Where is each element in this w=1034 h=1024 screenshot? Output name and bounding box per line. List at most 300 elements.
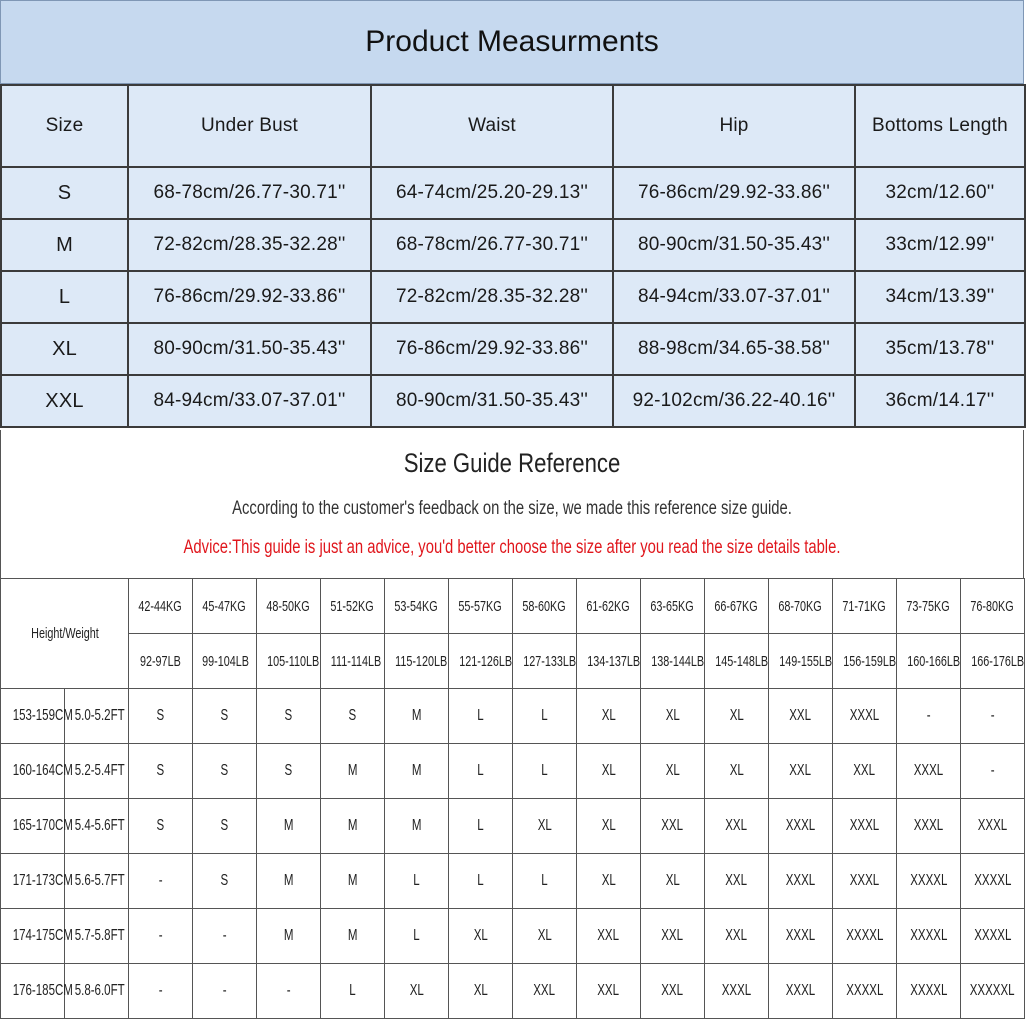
weight-lb-header — [513, 634, 577, 689]
recommended-size-cell — [641, 689, 705, 744]
weight-kg-header — [193, 579, 257, 634]
recommended-size-cell — [513, 744, 577, 799]
weight-lb-header — [321, 634, 385, 689]
height-cm-cell — [1, 744, 73, 799]
recommended-size-cell — [513, 689, 577, 744]
weight-kg-row — [1, 579, 1025, 634]
height-ft-cell — [65, 909, 129, 964]
recommended-size-cell — [449, 744, 513, 799]
recommended-size-cell — [257, 799, 321, 854]
weight-lb-text: 166-176LB — [971, 652, 1025, 670]
recommended-size-text: XXL — [533, 982, 556, 999]
weight-lb-header — [897, 634, 961, 689]
recommended-size-text: XXXL — [721, 982, 752, 999]
recommended-size-cell — [257, 689, 321, 744]
recommended-size-cell — [961, 909, 1025, 964]
weight-kg-text: 66-67KG — [714, 597, 759, 615]
height-cm-cell — [1, 964, 73, 1019]
weight-lb-header — [961, 634, 1025, 689]
recommended-size-cell — [513, 909, 577, 964]
recommended-size-text: XXXXL — [845, 927, 884, 944]
recommended-size-text: M — [283, 817, 294, 834]
recommended-size-text: XXXXL — [973, 872, 1012, 889]
recommended-size-cell — [577, 964, 641, 1019]
recommended-size-text: XXL — [789, 762, 812, 779]
recommended-size-text: M — [347, 762, 358, 779]
height-ft-text: 5.8-6.0FT — [74, 982, 125, 999]
height-ft-cell — [65, 744, 129, 799]
recommended-size-text: S — [220, 817, 229, 834]
height-ft-cell — [65, 799, 129, 854]
recommended-size-cell — [321, 689, 385, 744]
hip-cell: 92-102cm/36.22-40.16'' — [613, 375, 855, 427]
weight-kg-text: 73-75KG — [906, 597, 951, 615]
recommended-size-cell — [321, 854, 385, 909]
size-guide-advice: Advice:This guide is just an advice, you'd better choose the size after you read the size details table. — [183, 537, 841, 558]
recommended-size-cell — [833, 854, 897, 909]
recommended-size-text: XXXXL — [973, 927, 1012, 944]
recommended-size-cell — [449, 909, 513, 964]
recommended-size-text: XXXL — [849, 872, 880, 889]
recommended-size-cell — [257, 744, 321, 799]
height-ft-text: 5.4-5.6FT — [74, 817, 125, 834]
weight-kg-header — [897, 579, 961, 634]
weight-lb-header — [385, 634, 449, 689]
recommended-size-cell — [577, 744, 641, 799]
weight-lb-header — [833, 634, 897, 689]
height-row — [1, 799, 1025, 854]
measurements-row — [1, 323, 1025, 375]
weight-kg-header — [833, 579, 897, 634]
recommended-size-cell — [257, 854, 321, 909]
weight-kg-text: 48-50KG — [266, 597, 311, 615]
recommended-size-text: S — [156, 817, 165, 834]
recommended-size-text: - — [990, 707, 995, 724]
recommended-size-text: XL — [601, 817, 616, 834]
recommended-size-cell — [897, 744, 961, 799]
weight-kg-header — [769, 579, 833, 634]
recommended-size-text: L — [477, 707, 484, 724]
recommended-size-cell — [705, 689, 769, 744]
weight-lb-text: 92-97LB — [140, 652, 181, 670]
recommended-size-cell — [193, 964, 257, 1019]
weight-lb-header — [705, 634, 769, 689]
recommended-size-text: L — [541, 707, 548, 724]
weight-kg-header — [385, 579, 449, 634]
recommended-size-text: - — [286, 982, 291, 999]
weight-lb-text: 105-110LB — [267, 652, 320, 670]
weight-lb-header — [129, 634, 193, 689]
measurements-table — [0, 84, 1026, 428]
recommended-size-text: XXXL — [785, 817, 816, 834]
height-cm-text: 160-164CM — [12, 762, 73, 779]
recommended-size-text: XXXL — [785, 982, 816, 999]
recommended-size-cell — [129, 799, 193, 854]
weight-lb-header — [449, 634, 513, 689]
recommended-size-text: XL — [409, 982, 424, 999]
weight-kg-header — [129, 579, 193, 634]
recommended-size-text: L — [413, 872, 420, 889]
recommended-size-text: M — [347, 927, 358, 944]
recommended-size-text: XXXXL — [845, 982, 884, 999]
recommended-size-text: L — [477, 817, 484, 834]
recommended-size-text: XXL — [661, 982, 684, 999]
recommended-size-cell — [129, 689, 193, 744]
weight-lb-header — [641, 634, 705, 689]
height-row — [1, 744, 1025, 799]
weight-kg-text: 76-80KG — [970, 597, 1015, 615]
recommended-size-cell — [641, 744, 705, 799]
bottoms-length-cell: 32cm/12.60'' — [855, 167, 1025, 219]
size-cell: L — [1, 271, 128, 323]
measurements-row — [1, 219, 1025, 271]
waist-cell: 80-90cm/31.50-35.43'' — [371, 375, 613, 427]
weight-lb-header — [257, 634, 321, 689]
height-ft-cell — [65, 689, 129, 744]
recommended-size-cell — [961, 964, 1025, 1019]
height-weight-label-text: Height/Weight — [30, 625, 99, 642]
recommended-size-text: XXL — [725, 872, 748, 889]
recommended-size-text: XXL — [853, 762, 876, 779]
recommended-size-text: XXXXL — [909, 927, 948, 944]
measurements-row — [1, 375, 1025, 427]
recommended-size-text: XL — [665, 707, 680, 724]
recommended-size-text: - — [158, 872, 163, 889]
recommended-size-cell — [257, 964, 321, 1019]
height-weight-label — [1, 579, 129, 689]
height-cm-cell — [1, 854, 73, 909]
size-guide-note: According to the customer's feedback on the size, we made this reference size guide. — [232, 498, 792, 519]
height-ft-cell — [65, 964, 129, 1019]
recommended-size-cell — [385, 964, 449, 1019]
weight-kg-header — [257, 579, 321, 634]
recommended-size-cell — [385, 744, 449, 799]
height-ft-text: 5.7-5.8FT — [74, 927, 125, 944]
measurements-row — [1, 271, 1025, 323]
size-guide-title: Size Guide Reference — [403, 448, 621, 478]
waist-cell: 72-82cm/28.35-32.28'' — [371, 271, 613, 323]
recommended-size-cell — [833, 744, 897, 799]
recommended-size-cell — [449, 799, 513, 854]
weight-lb-text: 99-104LB — [202, 652, 249, 670]
weight-lb-text: 138-144LB — [651, 652, 705, 670]
recommended-size-cell — [321, 909, 385, 964]
size-guide-header — [0, 430, 1024, 578]
weight-lb-text: 115-120LB — [395, 652, 448, 670]
recommended-size-cell — [129, 909, 193, 964]
weight-kg-text: 45-47KG — [202, 597, 247, 615]
recommended-size-text: L — [541, 872, 548, 889]
recommended-size-text: XXXXXL — [970, 982, 1015, 999]
recommended-size-text: S — [220, 707, 229, 724]
hip-cell: 76-86cm/29.92-33.86'' — [613, 167, 855, 219]
recommended-size-text: S — [220, 762, 229, 779]
recommended-size-text: M — [411, 817, 422, 834]
weight-lb-header — [769, 634, 833, 689]
recommended-size-cell — [321, 799, 385, 854]
bottoms-length-cell: 34cm/13.39'' — [855, 271, 1025, 323]
height-cm-text: 176-185CM — [12, 982, 73, 999]
weight-kg-text: 55-57KG — [458, 597, 503, 615]
under-bust-cell: 80-90cm/31.50-35.43'' — [128, 323, 371, 375]
recommended-size-cell — [385, 689, 449, 744]
recommended-size-cell — [129, 854, 193, 909]
measurements-title: Product Measurments — [0, 0, 1024, 84]
height-cm-text: 174-175CM — [12, 927, 73, 944]
recommended-size-text: XL — [537, 817, 552, 834]
weight-kg-text: 68-70KG — [778, 597, 823, 615]
recommended-size-cell — [513, 854, 577, 909]
recommended-size-text: XXL — [725, 927, 748, 944]
recommended-size-text: XL — [729, 707, 744, 724]
recommended-size-cell — [577, 909, 641, 964]
recommended-size-text: XXL — [661, 817, 684, 834]
recommended-size-cell — [961, 744, 1025, 799]
bottoms-length-cell: 33cm/12.99'' — [855, 219, 1025, 271]
recommended-size-cell — [769, 689, 833, 744]
recommended-size-cell — [897, 909, 961, 964]
recommended-size-text: XXXL — [849, 707, 880, 724]
bottoms-length-cell: 36cm/14.17'' — [855, 375, 1025, 427]
recommended-size-text: XL — [665, 762, 680, 779]
header-bottoms-length: Bottoms Length — [855, 85, 1025, 167]
height-cm-text: 165-170CM — [12, 817, 73, 834]
measurements-row — [1, 167, 1025, 219]
height-row — [1, 964, 1025, 1019]
recommended-size-cell — [705, 854, 769, 909]
recommended-size-cell — [385, 854, 449, 909]
recommended-size-text: S — [156, 707, 165, 724]
recommended-size-cell — [705, 799, 769, 854]
recommended-size-text: XL — [601, 707, 616, 724]
recommended-size-cell — [385, 799, 449, 854]
weight-kg-text: 71-71KG — [842, 597, 887, 615]
recommended-size-text: - — [990, 762, 995, 779]
recommended-size-text: XXL — [725, 817, 748, 834]
recommended-size-cell — [705, 909, 769, 964]
bottoms-length-cell: 35cm/13.78'' — [855, 323, 1025, 375]
height-row — [1, 689, 1025, 744]
recommended-size-cell — [577, 689, 641, 744]
recommended-size-text: XL — [473, 927, 488, 944]
weight-kg-header — [513, 579, 577, 634]
recommended-size-cell — [577, 854, 641, 909]
weight-kg-header — [577, 579, 641, 634]
weight-kg-header — [641, 579, 705, 634]
recommended-size-cell — [449, 854, 513, 909]
recommended-size-cell — [257, 909, 321, 964]
recommended-size-text: - — [222, 927, 227, 944]
recommended-size-text: S — [156, 762, 165, 779]
weight-lb-text: 145-148LB — [715, 652, 769, 670]
weight-kg-text: 42-44KG — [138, 597, 183, 615]
height-cm-cell — [1, 689, 73, 744]
waist-cell: 68-78cm/26.77-30.71'' — [371, 219, 613, 271]
recommended-size-cell — [897, 689, 961, 744]
recommended-size-text: S — [284, 707, 293, 724]
recommended-size-text: XL — [601, 762, 616, 779]
recommended-size-cell — [833, 909, 897, 964]
recommended-size-text: XXL — [789, 707, 812, 724]
height-cm-cell — [1, 909, 73, 964]
weight-lb-row — [1, 634, 1025, 689]
recommended-size-text: - — [158, 982, 163, 999]
size-guide-table — [0, 578, 1025, 1019]
recommended-size-text: XXXXL — [909, 872, 948, 889]
weight-lb-header — [193, 634, 257, 689]
recommended-size-cell — [449, 964, 513, 1019]
recommended-size-text: XXXL — [977, 817, 1008, 834]
recommended-size-cell — [641, 964, 705, 1019]
recommended-size-cell — [641, 854, 705, 909]
recommended-size-text: XXXL — [785, 872, 816, 889]
waist-cell: 64-74cm/25.20-29.13'' — [371, 167, 613, 219]
recommended-size-text: - — [222, 982, 227, 999]
size-cell: S — [1, 167, 128, 219]
weight-kg-header — [449, 579, 513, 634]
recommended-size-text: S — [284, 762, 293, 779]
height-row — [1, 909, 1025, 964]
recommended-size-text: XXL — [661, 927, 684, 944]
weight-kg-text: 53-54KG — [394, 597, 439, 615]
recommended-size-cell — [769, 854, 833, 909]
weight-lb-header — [577, 634, 641, 689]
weight-kg-text: 63-65KG — [650, 597, 695, 615]
recommended-size-cell — [769, 909, 833, 964]
height-cm-cell — [1, 799, 73, 854]
weight-kg-header — [321, 579, 385, 634]
weight-lb-text: 156-159LB — [843, 652, 897, 670]
recommended-size-cell — [449, 689, 513, 744]
under-bust-cell: 76-86cm/29.92-33.86'' — [128, 271, 371, 323]
recommended-size-text: M — [411, 762, 422, 779]
recommended-size-text: M — [411, 707, 422, 724]
under-bust-cell: 68-78cm/26.77-30.71'' — [128, 167, 371, 219]
recommended-size-text: XL — [601, 872, 616, 889]
recommended-size-text: XXXL — [913, 817, 944, 834]
recommended-size-cell — [961, 689, 1025, 744]
weight-kg-text: 61-62KG — [586, 597, 631, 615]
recommended-size-cell — [961, 799, 1025, 854]
size-cell: XXL — [1, 375, 128, 427]
recommended-size-text: - — [926, 707, 931, 724]
weight-kg-text: 51-52KG — [330, 597, 375, 615]
height-cm-text: 171-173CM — [12, 872, 73, 889]
recommended-size-cell — [193, 744, 257, 799]
recommended-size-text: L — [413, 927, 420, 944]
recommended-size-text: XL — [473, 982, 488, 999]
hip-cell: 80-90cm/31.50-35.43'' — [613, 219, 855, 271]
recommended-size-text: L — [477, 872, 484, 889]
header-under-bust: Under Bust — [128, 85, 371, 167]
weight-lb-text: 111-114LB — [330, 652, 382, 670]
recommended-size-cell — [193, 689, 257, 744]
hip-cell: 84-94cm/33.07-37.01'' — [613, 271, 855, 323]
hip-cell: 88-98cm/34.65-38.58'' — [613, 323, 855, 375]
recommended-size-cell — [833, 964, 897, 1019]
weight-lb-text: 160-166LB — [907, 652, 961, 670]
recommended-size-text: XL — [537, 927, 552, 944]
header-size: Size — [1, 85, 128, 167]
recommended-size-text: S — [348, 707, 357, 724]
recommended-size-text: M — [283, 872, 294, 889]
recommended-size-text: M — [347, 817, 358, 834]
recommended-size-cell — [897, 854, 961, 909]
recommended-size-cell — [321, 964, 385, 1019]
weight-kg-header — [705, 579, 769, 634]
weight-lb-text: 127-133LB — [523, 652, 577, 670]
weight-kg-header — [961, 579, 1025, 634]
recommended-size-text: XXXL — [849, 817, 880, 834]
recommended-size-text: L — [541, 762, 548, 779]
recommended-size-cell — [769, 964, 833, 1019]
recommended-size-cell — [641, 799, 705, 854]
size-cell: M — [1, 219, 128, 271]
weight-kg-text: 58-60KG — [522, 597, 567, 615]
recommended-size-text: XXL — [597, 982, 620, 999]
recommended-size-cell — [193, 854, 257, 909]
height-row — [1, 854, 1025, 909]
recommended-size-text: XXXL — [785, 927, 816, 944]
height-ft-text: 5.6-5.7FT — [74, 872, 125, 889]
recommended-size-cell — [769, 799, 833, 854]
recommended-size-text: XXXXL — [909, 982, 948, 999]
recommended-size-cell — [833, 689, 897, 744]
height-ft-text: 5.0-5.2FT — [74, 707, 125, 724]
recommended-size-cell — [129, 744, 193, 799]
height-ft-cell — [65, 854, 129, 909]
recommended-size-cell — [897, 799, 961, 854]
recommended-size-cell — [129, 964, 193, 1019]
weight-lb-text: 149-155LB — [779, 652, 833, 670]
recommended-size-cell — [705, 744, 769, 799]
weight-lb-text: 134-137LB — [587, 652, 641, 670]
waist-cell: 76-86cm/29.92-33.86'' — [371, 323, 613, 375]
header-waist: Waist — [371, 85, 613, 167]
recommended-size-cell — [705, 964, 769, 1019]
under-bust-cell: 84-94cm/33.07-37.01'' — [128, 375, 371, 427]
measurements-header-row — [1, 85, 1025, 167]
recommended-size-cell — [385, 909, 449, 964]
size-cell: XL — [1, 323, 128, 375]
recommended-size-text: L — [477, 762, 484, 779]
recommended-size-cell — [897, 964, 961, 1019]
recommended-size-text: XL — [729, 762, 744, 779]
recommended-size-cell — [641, 909, 705, 964]
recommended-size-cell — [513, 799, 577, 854]
recommended-size-cell — [513, 964, 577, 1019]
recommended-size-cell — [577, 799, 641, 854]
weight-lb-text: 121-126LB — [459, 652, 513, 670]
recommended-size-cell — [833, 799, 897, 854]
recommended-size-text: M — [347, 872, 358, 889]
recommended-size-cell — [193, 799, 257, 854]
recommended-size-cell — [321, 744, 385, 799]
recommended-size-cell — [193, 909, 257, 964]
recommended-size-text: XXL — [597, 927, 620, 944]
recommended-size-cell — [769, 744, 833, 799]
header-hip: Hip — [613, 85, 855, 167]
recommended-size-text: M — [283, 927, 294, 944]
under-bust-cell: 72-82cm/28.35-32.28'' — [128, 219, 371, 271]
recommended-size-text: XXXL — [913, 762, 944, 779]
recommended-size-text: L — [349, 982, 356, 999]
height-cm-text: 153-159CM — [12, 707, 73, 724]
recommended-size-cell — [961, 854, 1025, 909]
height-ft-text: 5.2-5.4FT — [74, 762, 125, 779]
recommended-size-text: - — [158, 927, 163, 944]
recommended-size-text: XL — [665, 872, 680, 889]
